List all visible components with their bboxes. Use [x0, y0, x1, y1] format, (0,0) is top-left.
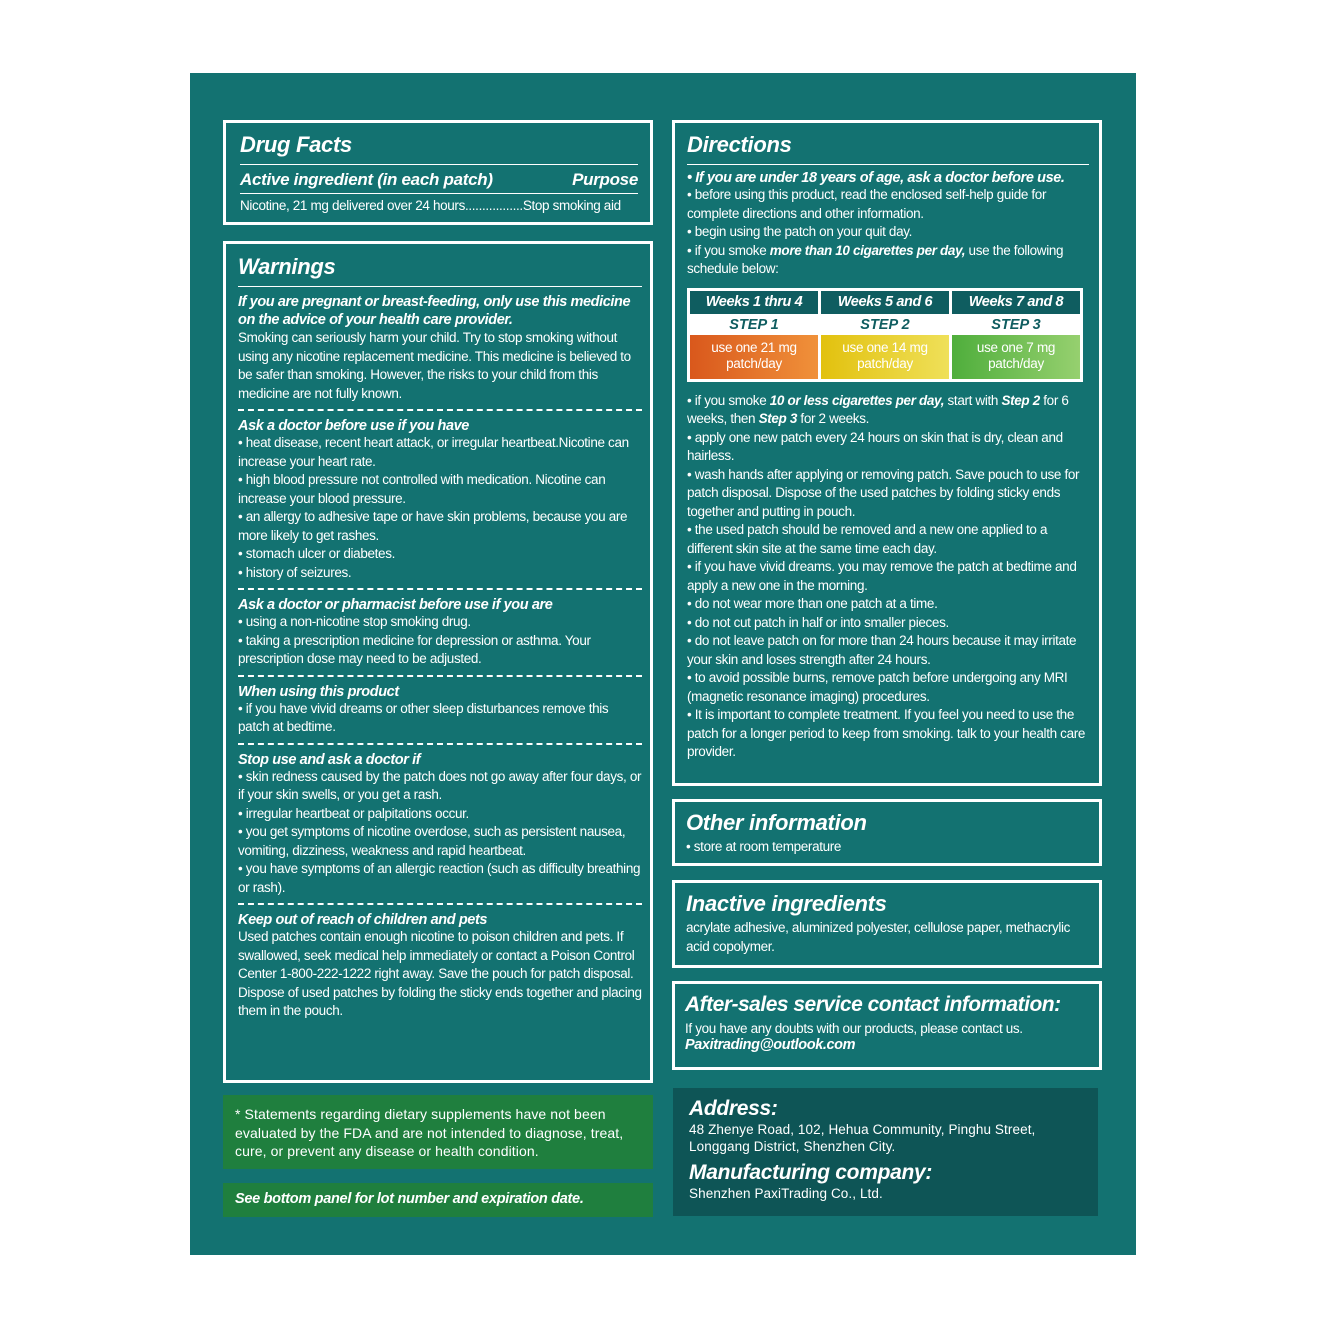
address-title: Address:: [689, 1097, 778, 1120]
list-item: • history of seizures.: [238, 564, 352, 580]
text-fragment: Step 3: [758, 411, 798, 426]
divider: [238, 675, 642, 677]
step-label: STEP 2: [821, 314, 949, 335]
contact-email[interactable]: Paxitrading@outlook.com: [685, 1037, 856, 1053]
ask-pharmacist-list: [238, 613, 642, 669]
other-information-text: • store at room temperature: [686, 839, 842, 854]
ingredient-row: [240, 193, 638, 216]
manufacturer-text: Shenzhen PaxiTrading Co., Ltd.: [689, 1186, 883, 1201]
list-item: • heat disease, recent heart attack, or irregular heartbeat.Nicotine can increase your heart rate.: [238, 435, 629, 469]
list-item: • high blood pressure not controlled with medication. Nicotine can increase your blood pressure.: [238, 472, 606, 506]
text-fragment: use the following schedule below:: [687, 242, 1064, 276]
list-item: • do not leave patch on for more than 24 hours because it may irritate your skin and loses strength after 24 hours.: [687, 633, 1077, 667]
text-fragment: Step 2: [1001, 392, 1040, 408]
directions-box: [672, 120, 1102, 786]
directions-list: [687, 392, 1089, 762]
divider: [238, 743, 642, 745]
list-item: • It is important to complete treatment. If you feel you need to use the patch for a longer period to keep from smoking. talk to your health care provider.: [687, 707, 1086, 759]
divider: [238, 588, 642, 590]
ask-doctor-list: [238, 434, 642, 582]
when-using-heading: When using this product: [238, 683, 399, 700]
pregnant-text: Smoking can seriously harm your child. Try to stop smoking without using any nicotine replacement medicine. This medicine is believed to be safer than smoking. However, the risks to your child from this medicine are not fully known.: [238, 330, 631, 401]
other-information-box: [672, 799, 1102, 866]
drug-facts-title: Drug Facts: [240, 132, 638, 165]
list-item: • taking a prescription medicine for depression or asthma. Your prescription dose may need to be adjusted.: [238, 632, 591, 666]
list-item: • stomach ulcer or diabetes.: [238, 546, 396, 561]
list-item: • do not cut patch in half or into smaller pieces.: [687, 614, 949, 630]
step-dose: use one 7 mg patch/day: [952, 335, 1080, 379]
ingredient-leader: .................: [464, 198, 523, 213]
purpose-value: Stop smoking aid: [522, 198, 621, 213]
schedule-step-3: [952, 291, 1080, 379]
list-item: • do not wear more than one patch at a time.: [687, 596, 938, 611]
drug-facts-box: [223, 120, 653, 225]
list-item: • skin redness caused by the patch does not go away after four days, or if your skin swells, or you get a rash.: [238, 768, 642, 802]
warnings-box: [223, 241, 653, 1083]
after-sales-box: [672, 981, 1102, 1070]
inactive-ingredients-box: [672, 880, 1102, 968]
inactive-ingredients-text: acrylate adhesive, aluminized polyester, cellulose paper, methacrylic acid copolymer.: [686, 920, 1071, 954]
stop-use-list: [238, 768, 642, 898]
list-item: • you get symptoms of nicotine overdose, such as persistent nausea, vomiting, dizziness, weakness and rapid heartbeat.: [238, 824, 626, 858]
list-item: • begin using the patch on your quit day.: [687, 224, 913, 239]
list-item: • you have symptoms of an allergic reaction (such as difficulty breathing or rash).: [238, 861, 641, 895]
purpose-label: Purpose: [572, 170, 638, 189]
inactive-ingredients-title: Inactive ingredients: [686, 891, 887, 916]
active-ingredient-label: Active ingredient (in each patch): [240, 170, 493, 189]
text-fragment: 10 or less cigarettes per day,: [769, 392, 945, 408]
address-text: 48 Zhenye Road, 102, Hehua Community, Pinghu Street, Longgang District, Shenzhen City.: [689, 1122, 1036, 1154]
list-item: [687, 392, 1089, 429]
step-dose: use one 14 mg patch/day: [821, 335, 949, 379]
step-weeks: Weeks 7 and 8: [952, 291, 1080, 314]
when-using-list: [238, 700, 642, 737]
step-weeks: Weeks 5 and 6: [821, 291, 949, 314]
schedule-table: [687, 288, 1083, 382]
lot-number-note: See bottom panel for lot number and expiration date.: [223, 1183, 653, 1217]
step-label: STEP 1: [690, 314, 818, 335]
step-dose: use one 21 mg patch/day: [690, 335, 818, 379]
schedule-step-1: [690, 291, 818, 379]
label-panel: [190, 73, 1136, 1255]
list-item: • to avoid possible burns, remove patch before undergoing any MRI (magnetic resonance imaging) procedures.: [687, 670, 1068, 704]
list-item: • using a non-nicotine stop smoking drug.: [238, 614, 471, 629]
fda-statement: * Statements regarding dietary supplements have not been evaluated by the FDA and are not intended to diagnose, treat, cure, or prevent any disease or health condition.: [223, 1095, 653, 1169]
list-item: • if you have vivid dreams or other sleep disturbances remove this patch at bedtime.: [238, 700, 609, 734]
warnings-title: Warnings: [238, 254, 642, 287]
directions-list-top: [687, 186, 1089, 279]
list-item: • before using this product, read the enclosed self-help guide for complete directions and other information.: [687, 187, 1047, 221]
text-fragment: • if you smoke: [687, 392, 770, 408]
step-weeks: Weeks 1 thru 4: [690, 291, 818, 314]
other-information-title: Other information: [686, 810, 867, 835]
after-sales-title: After-sales service contact information:: [685, 993, 1061, 1016]
stop-use-heading: Stop use and ask a doctor if: [238, 751, 421, 768]
age-warning: • If you are under 18 years of age, ask a doctor before use.: [687, 170, 1065, 186]
after-sales-text: If you have any doubts with our products, please contact us.: [685, 1021, 1023, 1036]
list-item: • irregular heartbeat or palpitations occur.: [238, 805, 469, 821]
address-box: [673, 1088, 1098, 1216]
text-fragment: start with: [944, 392, 1002, 408]
pregnant-heading: If you are pregnant or breast-feeding, only use this medicine on the advice of your health care provider.: [238, 294, 631, 328]
list-item: • apply one new patch every 24 hours on skin that is dry, clean and hairless.: [687, 429, 1063, 463]
step-label: STEP 3: [952, 314, 1080, 335]
ingredient-value: Nicotine, 21 mg delivered over 24 hours: [240, 198, 465, 213]
text-fragment: for 6 weeks, then: [687, 392, 1069, 426]
active-ingredient-header: [240, 170, 638, 190]
schedule-step-2: [821, 291, 949, 379]
text-fragment: • if you smoke: [687, 242, 770, 258]
text-fragment: for 2 weeks.: [797, 411, 869, 426]
list-item: • if you have vivid dreams. you may remove the patch at bedtime and apply a new one in the morning.: [687, 559, 1077, 593]
ask-doctor-heading: Ask a doctor before use if you have: [238, 418, 469, 434]
divider: [238, 903, 642, 905]
ask-pharmacist-heading: Ask a doctor or pharmacist before use if you are: [238, 597, 553, 613]
keep-out-text: Used patches contain enough nicotine to poison children and pets. If swallowed, seek medical help immediately or contact a Poison Control Center 1-800-222-1222 right away. Save the pouch for patch disposal. Dispose of used patches by folding the sticky ends together and placing them in the pouch.: [238, 929, 642, 1018]
directions-title: Directions: [687, 132, 1089, 165]
manufacturer-title: Manufacturing company:: [689, 1161, 933, 1184]
keep-out-heading: Keep out of reach of children and pets: [238, 912, 488, 928]
list-item: [687, 242, 1089, 279]
list-item: • the used patch should be removed and a new one applied to a different skin site at the same time each day.: [687, 522, 1048, 556]
divider: [238, 409, 642, 411]
text-fragment: more than 10 cigarettes per day,: [769, 242, 966, 258]
list-item: • wash hands after applying or removing patch. Save pouch to use for patch disposal. Dispose of the used patches by folding sticky ends together and putting in pouch.: [687, 466, 1080, 519]
list-item: • an allergy to adhesive tape or have skin problems, because you are more likely to get rashes.: [238, 509, 628, 543]
